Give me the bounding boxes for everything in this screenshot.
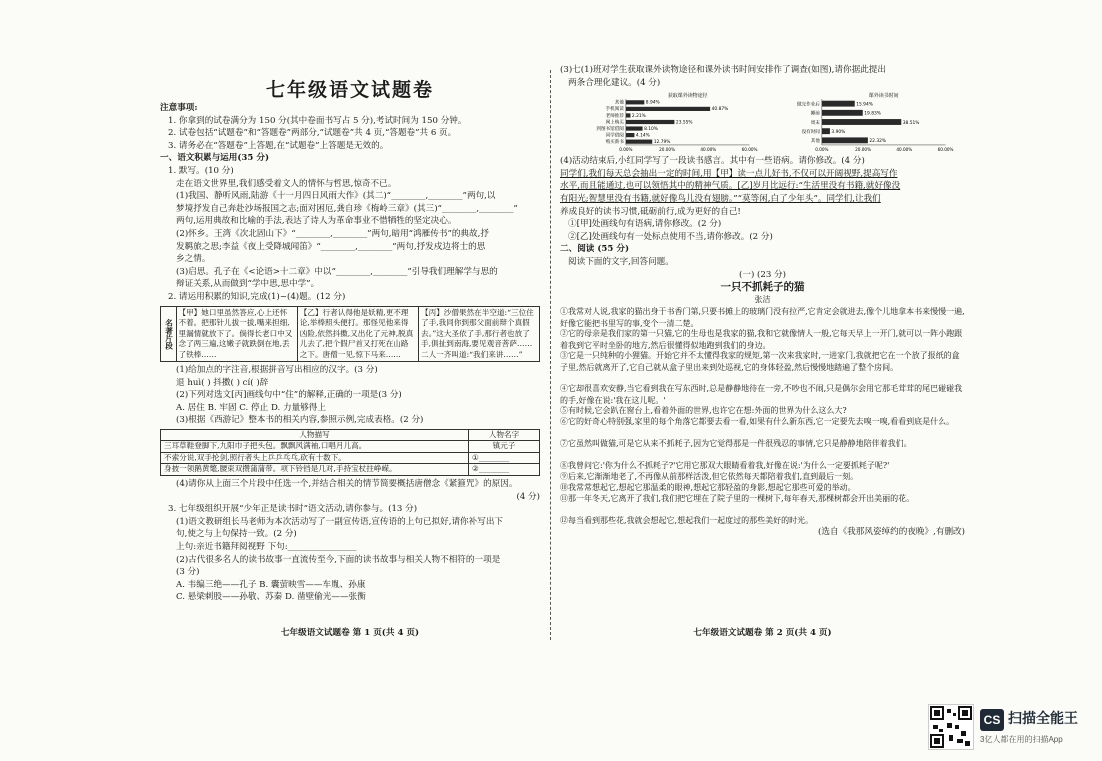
notice-item: 3. 请务必在“答题卷”上答题,在“试题卷”上答题是无效的。: [168, 140, 389, 151]
channel-bar: [626, 133, 635, 137]
question-text: (4)请你从上面三个片段中任选一个,并结合相关的情节简要概括唐僧念《紧箍咒》的原因。: [176, 478, 518, 489]
question-text: (1)我国、静听风雨,陆游《十一月四日风雨大作》(其二)“________,________”两句,以: [176, 191, 496, 202]
notice-item: 1. 你拿到的试卷满分为 150 分(其中卷面书写占 5 分),考试时间为 150 分钟。: [168, 115, 467, 126]
table-cell: 身披一领鹅黄氅,腰束双攒蒲蒲带。项下铃铛是几对,手持宝杖拄峥嵘。: [161, 464, 469, 476]
scanner-app-name: 扫描全能王: [1008, 710, 1078, 726]
answer-blank: ①________: [469, 452, 540, 464]
question-text: ①[甲]处画线句有语病,请你修改。(2 分): [568, 219, 722, 230]
question-text: (2)怀乡。王湾《次北固山下》“________,________”两句,暗用“鸿雁传书”的典故,抒: [176, 228, 489, 239]
channel-category-label: 其他: [614, 100, 624, 106]
channel-category-label: 网上购买: [605, 120, 624, 126]
question-text: 上句:亲近书籍拜阅视野 下句:________________: [176, 541, 357, 552]
channel-value-label: 8.94%: [645, 100, 660, 106]
scanner-logo: CS: [980, 709, 1004, 731]
question-text: 辩证关系,从而做到“学中思,思中学”。: [176, 279, 320, 290]
story-title: 一只不抓耗子的猫: [720, 281, 805, 294]
time-tick-label: 60.00%: [937, 147, 954, 153]
pinyin-blanks: 退 huì( ) 抖擞( ) cí( )辞: [176, 377, 269, 388]
question-text: 两条合理化建议。(4 分): [568, 77, 661, 88]
time-bar: [821, 119, 900, 125]
table-row: [161, 441, 540, 453]
table-cell: 不索分说,双手抡剑,照行者头上乒乒乓乓,砍有十数下。: [161, 452, 469, 464]
scanner-tagline: 3亿人都在用的扫描App: [980, 735, 1063, 744]
time-tick-label: 20.00%: [854, 147, 871, 153]
passage-line: 有阳光;智慧里没有书籍,就好像鸟儿没有翅膀。”“莫等闲,白了少年头”。同学们,让我们: [560, 193, 881, 204]
exam-page-1: [160, 0, 540, 640]
section-heading: 二、阅读 (55 分): [560, 244, 630, 255]
time-value-label: 19.83%: [863, 111, 881, 117]
question-text: (3)七(1)班对学生获取课外读物途径和课外读书时间安排作了调查(如图),请你据此提出: [560, 65, 886, 75]
excerpt-b: 【乙】行者认得他是妖精,更不理论,举棒照头便打。那怪见他来得凶险,依然抖擞,又出化了元神,脱真儿去了,把个假尸首又打死在山路之下。唐僧一见,惊下马来……: [297, 306, 418, 362]
excerpt-table: [160, 306, 540, 363]
channel-value-label: 12.79%: [653, 140, 671, 146]
option-row: C. 悬梁刺股——孙敬、苏秦 D. 凿壁偷光——张衡: [176, 592, 366, 603]
source-note: (选自《我那风姿绰约的夜晚》,有删改): [818, 527, 965, 538]
channel-category-label: 同学借阅: [605, 133, 624, 139]
answer-blank: ②________: [469, 464, 540, 476]
question-text: (1)给加点的字注音,根据拼音写出相应的汉字。(3 分): [176, 365, 378, 375]
question-text: (3)启思。孔子在《<论语>十二章》中以“________,________”引导我们理解学与思的: [176, 266, 498, 277]
story-author: 张洁: [754, 294, 771, 304]
table-header: 人物描写: [161, 429, 469, 441]
time-tick-label: 40.00%: [895, 147, 912, 153]
story-paragraph: ⑦它虽然叫做猫,可是它从来不抓耗子,因为它觉得那是一件很残忍的事情,它只是静静地陪伴着我们。: [560, 439, 912, 449]
question-text: 发羁旅之思;李益《夜上受降城闻笛》“________,________”两句,抒发戍边将士的思: [176, 241, 486, 252]
passage-line: 养成良好的读书习惯,砥砺前行,成为更好的自己!: [560, 206, 741, 217]
question-text: 乡之情。: [176, 254, 211, 265]
time-category-label: 做完作业后: [796, 102, 820, 108]
notice-item: 2. 试卷包括“试题卷”和“答题卷”两部分,“试题卷”共 4 页,“答题卷”共 6 页。: [168, 128, 457, 139]
story-paragraph: ⑪那一年冬天,它离开了我们,我们把它埋在了院子里的一棵树下,每年春天,那棵树都会开出美丽的花。: [560, 494, 915, 504]
question-text: 两句,运用典故和比喻的手法,表达了诗人为革命事业不惜牺牲的坚定决心。: [176, 216, 457, 227]
channel-tick-label: 0.00%: [619, 147, 633, 153]
channel-bar: [626, 100, 644, 104]
time-tick-label: 0.00%: [814, 147, 829, 153]
time-category-label: 周末: [810, 121, 820, 127]
channel-bar: [626, 120, 675, 124]
channel-category-label: 到图书馆借阅: [596, 127, 624, 133]
story-paragraph: ⑩我常常想起它,想起它那温柔的眼神,想起它那轻盈的身影,想起它那些可爱的举动。: [560, 483, 856, 493]
channel-tick-label: 40.00%: [700, 147, 717, 153]
question-text: (2)古代很多名人的读书故事一直流传至今,下面的读书故事与相关人物不相符的一项是: [176, 554, 501, 565]
table-cell: 三耳草鞋登脚下,九阳巾子把头包。飘飘风满袖,口唱月儿高。: [161, 441, 469, 453]
question-text: (1)语文教研组长马老师为本次活动写了一副宣传语,宣传语的上句已拟好,请你补写出下: [176, 516, 504, 527]
question-text: 梦境抒发自己奔赴沙场报国之志;面对困厄,龚自珍《梅岭三章》(其三)“________,________”: [176, 203, 518, 214]
story-paragraph: ⑤有时候,它会趴在窗台上,看着外面的世界,也许它在想:外面的世界为什么这么大?: [560, 406, 847, 416]
qr-code-icon: [928, 704, 974, 750]
channel-bar: [626, 127, 643, 131]
time-category-label: 没有时间: [801, 130, 820, 136]
channel-value-label: 40.87%: [711, 107, 729, 113]
character-table: [160, 429, 540, 476]
story-paragraph: ⑨后来,它渐渐地老了,不再像从前那样活泼,但它依然每天都陪着我们,直到最后一刻。: [560, 472, 859, 482]
table-row: [161, 464, 540, 476]
score-label: (4 分): [516, 491, 540, 502]
channel-value-label: 8.10%: [644, 127, 658, 133]
story-paragraph: ②它的母亲是我们家的第一只猫,它的生母也是我家的猫,我和它就像情人一般,它每天早上一开门,就可以一阵小跑跟着我到它平时坐卧的地方,然后很懂得似地跑到我们的身边。: [560, 329, 963, 350]
question-text: (3 分): [176, 567, 200, 578]
question-text: 句,使之与上句保持一致。(2 分): [176, 529, 297, 540]
time-category-label: 睡前: [810, 111, 820, 117]
channel-value-label: 2.21%: [631, 113, 646, 119]
channel-category-label: 购买新书: [605, 140, 624, 146]
channel-bar: [626, 140, 652, 144]
channel-title: 获取课外读物途径: [667, 93, 708, 100]
question-text: (2)下列对选文[丙]画线句中“住”的解释,正确的一项是(3 分): [176, 390, 402, 401]
time-bar: [821, 128, 829, 134]
time-bar: [821, 101, 854, 107]
table-cell: 镇元子: [469, 441, 540, 453]
excerpt-side-label: 名著片段: [161, 306, 177, 362]
channel-category-label: 手机阅读: [605, 107, 624, 113]
question-text: (3)根据《西游记》整本书的相关内容,参照示例,完成表格。(2 分): [176, 415, 424, 426]
excerpt-c: 【丙】沙僧果然在半空道:“三位住了手,我同你到那父面前辩个真假去。”这大圣依了手,那行者也放了手,俱扯到南海,要见观音菩萨……二人一齐叫道:“我们来讲……”: [419, 306, 540, 362]
story-paragraph: ①我常对人说,我家的猫出身于书香门第,只要书摊上的玻璃门没有拉严,它肯定会就进去,像个儿地拿本书来慢慢一遍,好像它能把书里写的事,变个一清二楚。: [560, 307, 965, 328]
reading-channel-chart: [580, 91, 770, 153]
part-label: (一) (23 分): [739, 269, 786, 280]
question-heading: 3. 七年级组织开展“少年正是读书时”语文活动,请你参与。(13 分): [168, 504, 418, 515]
story-paragraph: ⑥它的好奇心特别强,家里的每个角落它都要去看一看,如果有什么新东西,它一定要先去嗅一嗅,看看到底是什么。: [560, 417, 955, 427]
notice-heading: 注意事项:: [160, 103, 198, 113]
options: A. 居住 B. 牢固 C. 停止 D. 力量够得上: [176, 402, 326, 413]
question-text: (4)活动结束后,小红同学写了一段读书感言。其中有一些语病。请你修改。(4 分): [560, 156, 865, 167]
page-divider: [550, 70, 551, 640]
story-paragraph: ④它却很喜欢安静,当它看到我在写东西时,总是静静地待在一旁,不吵也不闹,只是偶尔会用它那毛茸茸的尾巴碰碰我的手,好像在说:'我在这儿呢。': [560, 384, 963, 405]
exam-page-2: [560, 0, 965, 640]
channel-category-label: 老师推荐: [605, 113, 624, 119]
channel-value-label: 4.14%: [635, 133, 650, 139]
time-value-label: 22.32%: [868, 139, 886, 145]
story-paragraph: ⑧我曾问它:'你为什么不抓耗子?'它用它那双大眼睛看着我,好像在说:'为什么一定要抓耗子呢?': [560, 461, 890, 471]
story-paragraph: ③它是一只纯种的小狸猫。开始它并不太懂得我家的规矩,第一次来我家时,一进家门,我就把它在一个放了报纸的盒子里,然后就离开了,它自己就从盒子里出来到处巡视,它的身体轻盈,然后慢慢地踏遍了整个房间。: [560, 351, 960, 372]
option-row: A. 韦编三绝——孔子 B. 囊萤映雪——车胤、孙康: [176, 579, 366, 590]
instruction: 阅读下面的文字,回答问题。: [568, 256, 674, 267]
question-text: ②[乙]处画线句有一处标点使用不当,请你修改。(2 分): [568, 231, 773, 242]
table-row: [161, 452, 540, 464]
page-title: 七年级语文试题卷: [265, 79, 434, 101]
channel-tick-label: 20.00%: [659, 147, 676, 153]
excerpt-a: 【甲】她口里虽然答应,心上还怀不着。把那针儿拔一拔,嘴来担细,里漏情就放下了。倘得长老口中又念了两三遍,这嫩子就跌倒在地,丢了铁棒……: [176, 306, 297, 362]
section-heading: 一、语文积累与运用(35 分): [160, 153, 270, 164]
page-footer: 七年级语文试题卷 第 2 页(共 4 页): [693, 628, 832, 639]
passage-line: 同学们,我们每天总会抽出一定的时间,用【甲】读一点儿好书,不仅可以开阔视野,提高写作: [560, 168, 898, 179]
time-value-label: 3.90%: [830, 130, 845, 136]
time-category-label: 其他: [810, 139, 820, 145]
question-heading: 1. 默写。(10 分): [168, 165, 234, 176]
survey-charts: [580, 91, 965, 153]
channel-bar: [626, 107, 710, 111]
channel-bar: [626, 114, 631, 118]
time-title: 课外读书时间: [868, 93, 899, 100]
time-bar: [821, 110, 862, 116]
page-footer: 七年级语文试题卷 第 1 页(共 4 页): [280, 628, 420, 639]
time-value-label: 15.94%: [855, 102, 873, 108]
channel-tick-label: 60.00%: [741, 147, 758, 153]
channel-value-label: 23.55%: [675, 120, 693, 126]
question-text: 走在语文世界里,我们感受着文人的情怀与哲思,惊奇不已。: [176, 178, 397, 189]
time-value-label: 38.51%: [902, 121, 919, 127]
passage-line: 水平,而且能通过,也可以领悟其中的精神气质。[乙]岁月比远行:“生活里没有书籍,就好像没: [560, 181, 901, 192]
story-paragraph: ⑫每当看到那些花,我就会想起它,想起我们一起度过的那些美好的时光。: [560, 516, 814, 526]
time-bar: [821, 138, 867, 144]
reading-time-chart: [776, 91, 966, 153]
question-heading: 2. 请运用积累的知识,完成(1)~(4)题。(12 分): [168, 291, 346, 302]
table-header: 人物名字: [469, 429, 540, 441]
